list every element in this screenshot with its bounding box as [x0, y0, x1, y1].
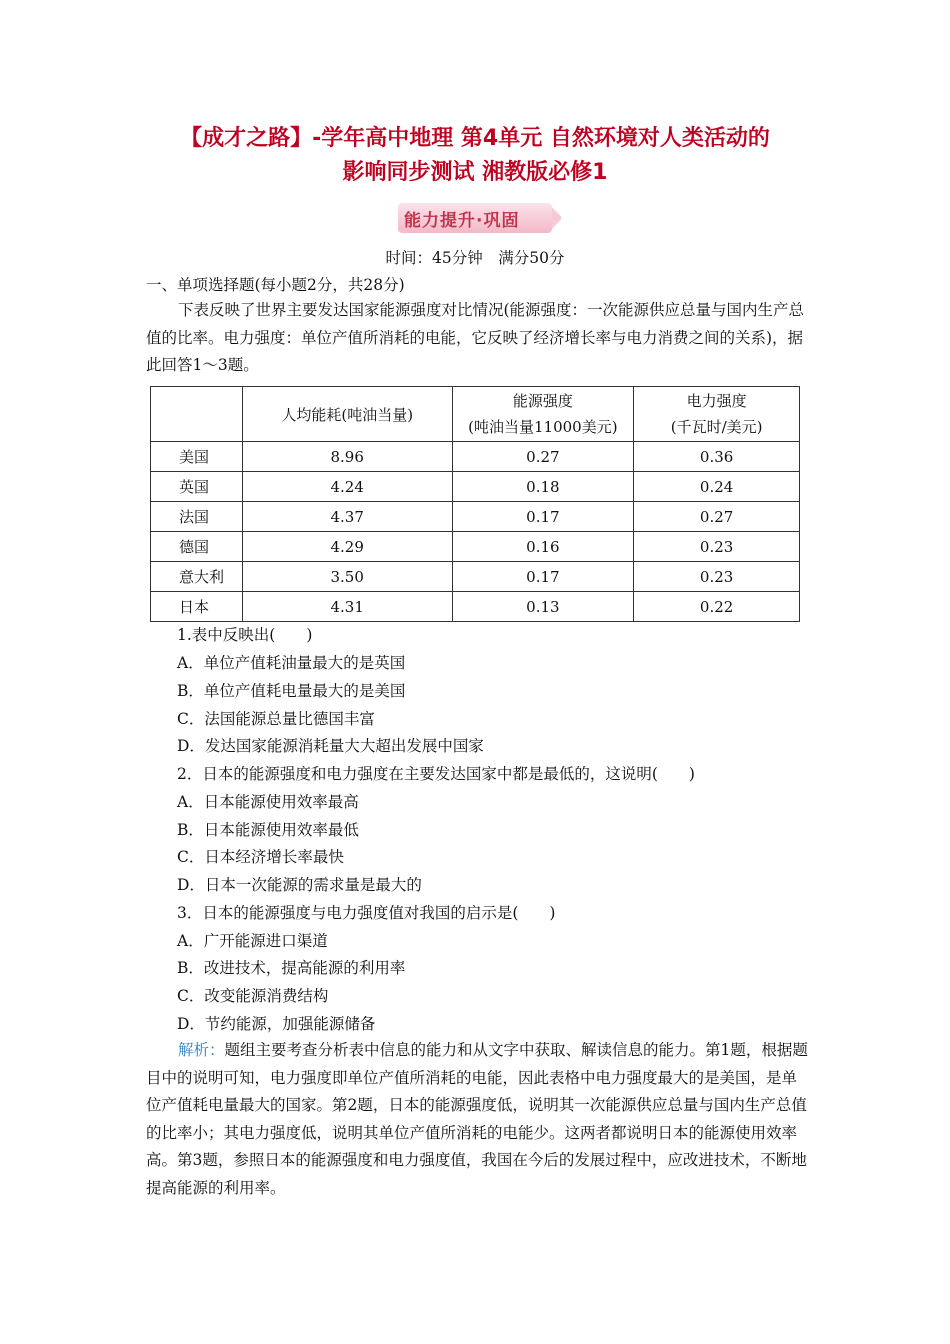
per-capita-cell: 4.31 [242, 592, 452, 622]
table-header-row [151, 387, 800, 442]
header-cell-blank [151, 387, 243, 442]
energy-intensity-cell: 0.17 [452, 562, 634, 592]
section-badge [398, 203, 552, 233]
energy-table [150, 386, 800, 622]
question-2-option-c: C．日本经济增长率最快 [177, 848, 344, 866]
table-row [151, 502, 800, 532]
table-row [151, 532, 800, 562]
title-line-2: 影响同步测试 湘教版必修1 [342, 160, 608, 185]
header-cell-energy: 能源强度 (吨油当量11000美元) [452, 387, 634, 442]
question-3-option-c: C．改变能源消费结构 [177, 987, 329, 1005]
power-intensity-cell: 0.36 [634, 442, 800, 472]
analysis-label: 解析： [178, 1041, 225, 1059]
power-intensity-cell: 0.23 [634, 562, 800, 592]
power-intensity-cell: 0.22 [634, 592, 800, 622]
section-heading: 一、单项选择题(每小题2分，共28分) [146, 276, 405, 294]
question-2-stem: 2．日本的能源强度和电力强度在主要发达国家中都是最低的，这说明( ) [177, 765, 695, 783]
document-title [90, 122, 860, 190]
question-1-stem: 1.表中反映出( ) [177, 626, 313, 644]
energy-intensity-cell: 0.17 [452, 502, 634, 532]
analysis-paragraph [146, 1037, 808, 1202]
question-2-option-b: B．日本能源使用效率最低 [177, 821, 359, 839]
question-2-option-d: D．日本一次能源的需求量是最大的 [177, 876, 422, 894]
intro-paragraph: 下表反映了世界主要发达国家能源强度对比情况(能源强度：一次能源供应总量与国内生产总值的比率。电力强度：单位产值所消耗的电能，它反映了经济增长率与电力消费之间的关系)，据此回答1～3题。 [146, 301, 805, 374]
country-cell: 美国 [151, 442, 243, 472]
per-capita-cell: 4.24 [242, 472, 452, 502]
question-3-option-b: B．改进技术，提高能源的利用率 [177, 959, 406, 977]
badge-label: 能力提升·巩固 [404, 211, 520, 231]
question-3-option-a: A．广开能源进口渠道 [177, 932, 328, 950]
energy-intensity-cell: 0.16 [452, 532, 634, 562]
analysis-text: 题组主要考查分析表中信息的能力和从文字中获取、解读信息的能力。第1题，根据题目中的说明可知，电力强度即单位产值所消耗的电能，因此表格中电力强度最大的是美国，是单位产值耗电量最大的国家。第2题，日本的能源强度低，说明其一次能源供应总量与国内生产总值的比率小；其电力强度低，说明其单位产值所消耗的电能少。这两者都说明日本的能源使用效率高。第3题，参照日本的能源强度和电力强度值，我国在今后的发展过程中，应改进技术，不断地提高能源的利用率。 [146, 1041, 808, 1197]
table-row [151, 472, 800, 502]
per-capita-cell: 8.96 [242, 442, 452, 472]
country-cell: 日本 [151, 592, 243, 622]
question-3-stem: 3．日本的能源强度与电力强度值对我国的启示是( ) [177, 904, 556, 922]
country-cell: 意大利 [151, 562, 243, 592]
header-cell-per-capita: 人均能耗(吨油当量) [242, 387, 452, 442]
power-intensity-cell: 0.27 [634, 502, 800, 532]
energy-intensity-cell: 0.18 [452, 472, 634, 502]
energy-intensity-cell: 0.13 [452, 592, 634, 622]
table-row [151, 592, 800, 622]
header-cell-power: 电力强度 (千瓦时/美元) [634, 387, 800, 442]
table-row [151, 562, 800, 592]
country-cell: 法国 [151, 502, 243, 532]
question-2-option-a: A．日本能源使用效率最高 [177, 793, 359, 811]
time-info: 时间：45分钟 满分50分 [385, 249, 565, 267]
power-intensity-cell: 0.23 [634, 532, 800, 562]
question-1-option-a: A．单位产值耗油量最大的是英国 [177, 654, 406, 672]
energy-intensity-cell: 0.27 [452, 442, 634, 472]
question-3-option-d: D．节约能源，加强能源储备 [177, 1015, 376, 1033]
table-row [151, 442, 800, 472]
per-capita-cell: 4.29 [242, 532, 452, 562]
country-cell: 英国 [151, 472, 243, 502]
power-intensity-cell: 0.24 [634, 472, 800, 502]
question-1-option-b: B．单位产值耗电量最大的是美国 [177, 682, 406, 700]
question-1-option-c: C．法国能源总量比德国丰富 [177, 710, 375, 728]
title-line-1: 【成才之路】-学年高中地理 第4单元 自然环境对人类活动的 [180, 126, 770, 151]
per-capita-cell: 4.37 [242, 502, 452, 532]
per-capita-cell: 3.50 [242, 562, 452, 592]
country-cell: 德国 [151, 532, 243, 562]
question-1-option-d: D．发达国家能源消耗量大大超出发展中国家 [177, 737, 484, 755]
